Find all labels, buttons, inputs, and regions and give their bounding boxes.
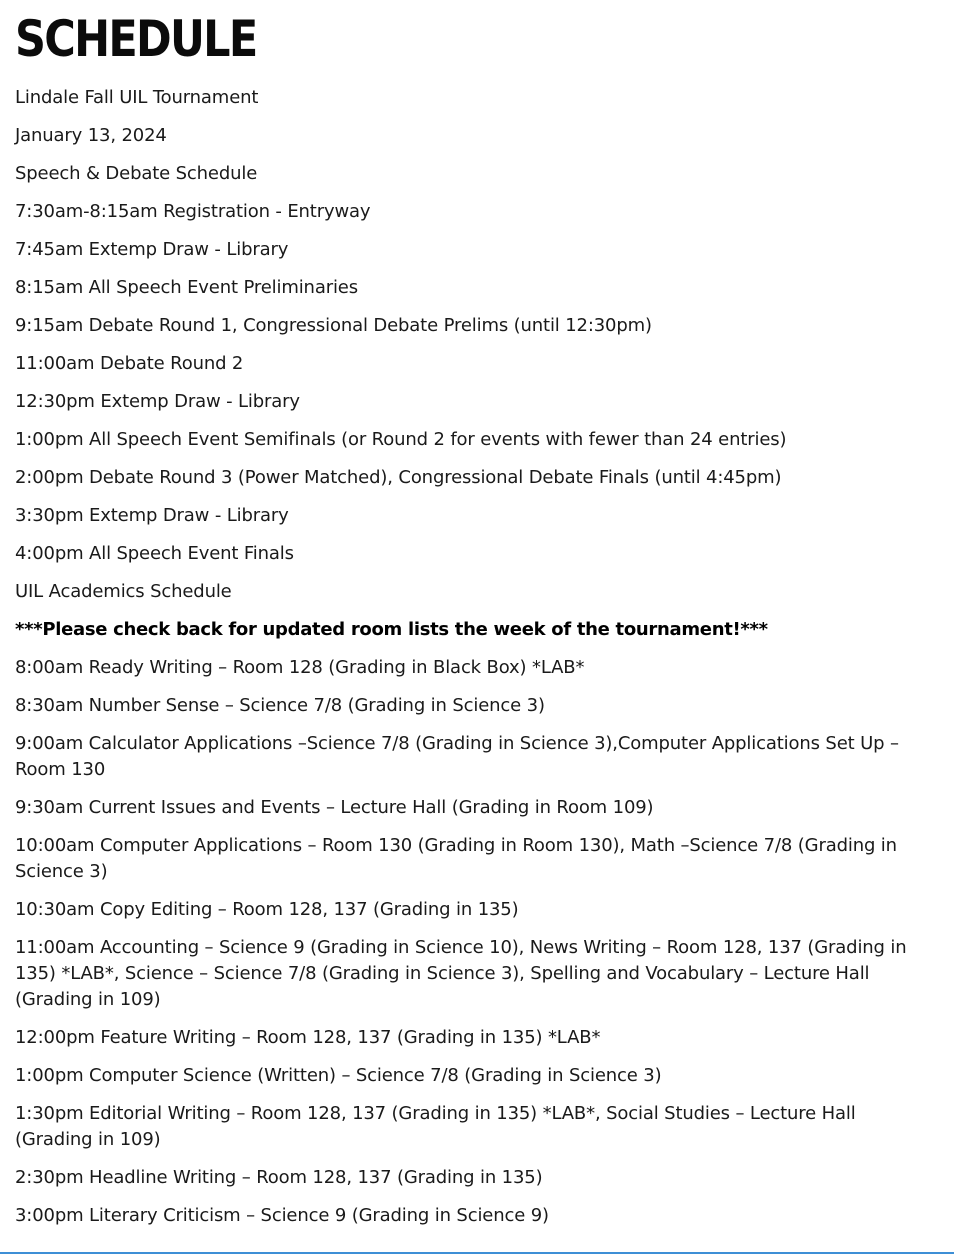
schedule-line: Speech & Debate Schedule <box>15 163 258 184</box>
schedule-line: 3:00pm Literary Criticism – Science 9 (Grading in Science 9) <box>15 1205 549 1226</box>
schedule-line: 1:00pm All Speech Event Semifinals (or Round 2 for events with fewer than 24 entries) <box>15 429 787 450</box>
schedule-line: January 13, 2024 <box>15 125 167 146</box>
schedule-line: UIL Academics Schedule <box>15 581 232 602</box>
schedule-line: 11:00am Debate Round 2 <box>15 353 244 374</box>
bottom-divider <box>0 1252 954 1254</box>
schedule-line: 12:00pm Feature Writing – Room 128, 137 (Grading in 135) *LAB* <box>15 1027 601 1048</box>
schedule-line: 9:30am Current Issues and Events – Lecture Hall (Grading in Room 109) <box>15 797 654 818</box>
schedule-line: 9:15am Debate Round 1, Congressional Debate Prelims (until 12:30pm) <box>15 315 652 336</box>
schedule-list <box>15 85 935 1229</box>
schedule-page <box>15 0 935 1241</box>
schedule-line: Lindale Fall UIL Tournament <box>15 87 259 108</box>
schedule-line: 11:00am Accounting – Science 9 (Grading in Science 10), News Writing – Room 128, 137 (Grading in 135) *LAB*, Science – Science 7/8 (Grading in Science 3), Spelling and Vocabulary – Lecture Hall (Grading in 109) <box>15 937 907 1010</box>
schedule-line: 10:30am Copy Editing – Room 128, 137 (Grading in 135) <box>15 899 519 920</box>
schedule-line: 10:00am Computer Applications – Room 130 (Grading in Room 130), Math –Science 7/8 (Grading in Science 3) <box>15 835 897 882</box>
notice-text: ***Please check back for updated room lists the week of the tournament!*** <box>15 619 768 640</box>
schedule-line: 1:00pm Computer Science (Written) – Science 7/8 (Grading in Science 3) <box>15 1065 662 1086</box>
schedule-line: 8:15am All Speech Event Preliminaries <box>15 277 358 298</box>
schedule-line: 1:30pm Editorial Writing – Room 128, 137 (Grading in 135) *LAB*, Social Studies – Lecture Hall (Grading in 109) <box>15 1103 856 1150</box>
schedule-line: 4:00pm All Speech Event Finals <box>15 543 294 564</box>
schedule-line: 3:30pm Extemp Draw - Library <box>15 505 289 526</box>
schedule-line: 2:30pm Headline Writing – Room 128, 137 (Grading in 135) <box>15 1167 543 1188</box>
schedule-line: 8:00am Ready Writing – Room 128 (Grading in Black Box) *LAB* <box>15 657 585 678</box>
schedule-line: 8:30am Number Sense – Science 7/8 (Grading in Science 3) <box>15 695 545 716</box>
page-title: SCHEDULE <box>15 10 257 68</box>
schedule-line: 2:00pm Debate Round 3 (Power Matched), Congressional Debate Finals (until 4:45pm) <box>15 467 782 488</box>
schedule-line: 12:30pm Extemp Draw - Library <box>15 391 300 412</box>
schedule-line: 9:00am Calculator Applications –Science 7/8 (Grading in Science 3),Computer Applications Set Up – Room 130 <box>15 733 899 780</box>
schedule-line: 7:30am-8:15am Registration - Entryway <box>15 201 371 222</box>
schedule-line: 7:45am Extemp Draw - Library <box>15 239 289 260</box>
